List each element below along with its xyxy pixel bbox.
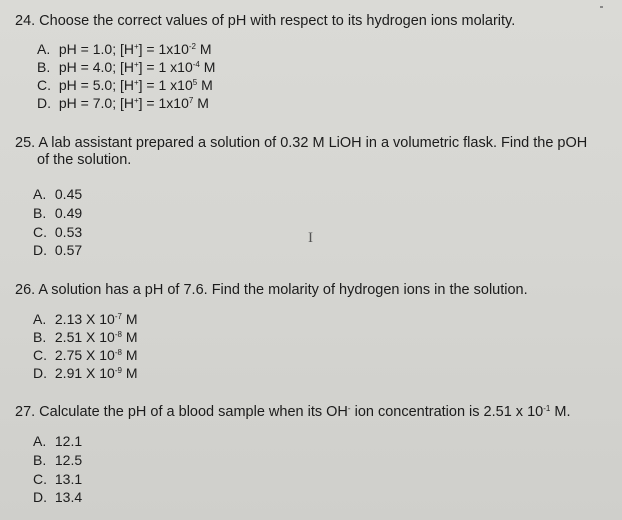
- option-text: 13.1: [54, 471, 83, 487]
- option-letter: C.: [33, 347, 47, 363]
- option-text: M: [195, 41, 212, 57]
- superscript: +: [133, 78, 139, 87]
- q27-option-d: [33, 488, 82, 506]
- corner-mark: [600, 6, 603, 8]
- stem-text: ion concentration is 2.51 x 10: [350, 404, 544, 420]
- exponent: 5: [192, 78, 198, 87]
- option-text: 2.13 X 10: [54, 311, 115, 327]
- option-letter: B.: [33, 205, 47, 221]
- option-letter: C.: [37, 77, 51, 93]
- question-27-stem: [15, 403, 570, 421]
- exponent: -2: [188, 42, 196, 51]
- question-25-stem-continued: of the solution.: [37, 152, 132, 168]
- option-letter: D.: [33, 242, 47, 258]
- q25-option-b: [33, 204, 82, 222]
- q27-option-a: [33, 432, 82, 450]
- option-text: pH = 1.0; [H: [58, 41, 134, 57]
- exponent: -8: [114, 348, 122, 357]
- option-text: M: [199, 59, 216, 75]
- q24-option-d: [37, 94, 209, 112]
- option-text: M: [121, 311, 138, 327]
- option-text: 13.4: [54, 489, 83, 505]
- option-text: M: [193, 95, 209, 111]
- option-text: 2.75 X 10: [54, 347, 115, 363]
- exponent: -4: [192, 60, 200, 69]
- q25-option-a: [33, 185, 82, 203]
- option-letter: A.: [33, 311, 47, 327]
- option-text: pH = 5.0; [H: [58, 77, 134, 93]
- option-letter: D.: [33, 489, 47, 505]
- q24-option-a: [37, 40, 212, 58]
- superscript: +: [133, 60, 139, 69]
- option-text: 0.45: [54, 186, 83, 202]
- stem-text: 27. Calculate the pH of a blood sample when its OH: [15, 404, 348, 420]
- exponent: -9: [114, 366, 122, 375]
- option-text: 0.57: [54, 242, 83, 258]
- option-text: M: [121, 347, 138, 363]
- superscript: -: [347, 404, 351, 413]
- option-text: 2.51 X 10: [54, 329, 115, 345]
- option-letter: B.: [33, 329, 47, 345]
- stem-text: M.: [550, 404, 571, 420]
- exponent: -1: [543, 404, 551, 413]
- q24-option-b: [37, 58, 215, 76]
- option-text: pH = 4.0; [H: [58, 59, 134, 75]
- option-text: 0.49: [54, 205, 83, 221]
- option-letter: B.: [33, 452, 47, 468]
- exponent: -7: [114, 312, 122, 321]
- option-text: ] = 1 x10: [138, 59, 193, 75]
- option-letter: D.: [37, 95, 51, 111]
- q25-option-d: [33, 241, 82, 259]
- q27-option-b: [33, 451, 82, 469]
- option-letter: A.: [37, 41, 51, 57]
- q26-option-a: [33, 310, 138, 328]
- option-letter: A.: [33, 433, 47, 449]
- option-text: pH = 7.0; [H: [58, 95, 134, 111]
- option-letter: C.: [33, 224, 47, 240]
- question-26-stem: 26. A solution has a pH of 7.6. Find the molarity of hydrogen ions in the solution.: [15, 282, 528, 298]
- q27-option-c: [33, 470, 82, 488]
- q24-option-c: [37, 76, 213, 94]
- option-text: ] = 1x10: [138, 41, 189, 57]
- q26-option-d: [33, 364, 138, 382]
- text-cursor-icon: I: [308, 230, 313, 246]
- option-text: 0.53: [54, 224, 83, 240]
- option-text: M: [121, 329, 138, 345]
- question-24-stem: 24. Choose the correct values of pH with respect to its hydrogen ions molarity.: [15, 13, 516, 29]
- option-letter: B.: [37, 59, 51, 75]
- q26-option-c: [33, 346, 138, 364]
- q26-option-b: [33, 328, 138, 346]
- superscript: +: [133, 96, 139, 105]
- exponent: 7: [188, 96, 194, 105]
- option-text: 2.91 X 10: [54, 365, 115, 381]
- option-text: 12.1: [54, 433, 83, 449]
- option-text: 12.5: [54, 452, 83, 468]
- option-text: ] = 1x10: [138, 95, 189, 111]
- option-text: M: [121, 365, 138, 381]
- option-text: M: [197, 77, 213, 93]
- option-letter: A.: [33, 186, 47, 202]
- option-letter: C.: [33, 471, 47, 487]
- option-letter: D.: [33, 365, 47, 381]
- question-25-stem: 25. A lab assistant prepared a solution of 0.32 M LiOH in a volumetric flask. Find the pOH: [15, 135, 588, 151]
- superscript: +: [133, 42, 139, 51]
- option-text: ] = 1 x10: [138, 77, 193, 93]
- exponent: -8: [114, 330, 122, 339]
- q25-option-c: [33, 223, 82, 241]
